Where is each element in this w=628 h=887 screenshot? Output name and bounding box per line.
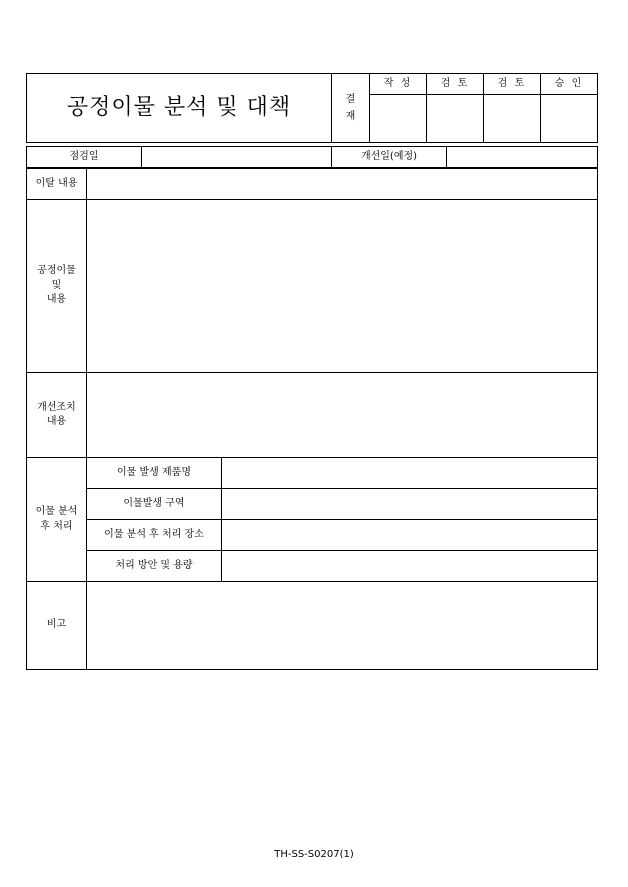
body-table [26, 168, 598, 670]
sign-header-approve: 승 인 [541, 74, 598, 95]
improvement-label [27, 373, 87, 458]
analysis-item-area: 이물발생 구역 [87, 489, 222, 520]
inspection-date-field[interactable] [142, 147, 332, 168]
analysis-label-line-2: 후 처리 [40, 520, 73, 532]
remarks-field[interactable] [87, 582, 598, 670]
deviation-field[interactable] [87, 169, 598, 200]
foreign-matter-field[interactable] [87, 200, 598, 373]
inspection-date-label: 점검일 [27, 147, 142, 168]
improvement-field[interactable] [87, 373, 598, 458]
approval-label-line-1: 결 [345, 94, 356, 105]
sign-box-author[interactable] [370, 95, 427, 143]
sign-box-review-2[interactable] [484, 95, 541, 143]
analysis-item-product: 이물 발생 제품명 [87, 458, 222, 489]
analysis-item-location: 이물 분석 후 처리 장소 [87, 520, 222, 551]
foreign-matter-label-line-1: 공정이물 [37, 265, 76, 277]
analysis-label [27, 458, 87, 582]
approval-label-line-2: 재 [345, 111, 356, 122]
analysis-item-method: 처리 방안 및 용량 [87, 551, 222, 582]
sign-header-author: 작 성 [370, 74, 427, 95]
sign-header-review-2: 검 토 [484, 74, 541, 95]
sign-header-review-1: 검 토 [427, 74, 484, 95]
header-table [26, 73, 598, 143]
sign-box-review-1[interactable] [427, 95, 484, 143]
info-table [26, 146, 598, 168]
improvement-date-label: 개선일(예정) [332, 147, 447, 168]
analysis-label-line-1: 이물 분석 [35, 506, 78, 517]
foreign-matter-label-line-2: 및 [51, 279, 62, 291]
document-code: TH-SS-S0207(1) [274, 849, 354, 860]
report-form [26, 73, 597, 670]
deviation-label: 이탈 내용 [27, 169, 87, 200]
analysis-product-field[interactable] [222, 458, 598, 489]
foreign-matter-label [27, 200, 87, 373]
approval-label [332, 74, 370, 143]
page-title: 공정이물 분석 및 대책 [27, 74, 332, 143]
improvement-date-field[interactable] [447, 147, 598, 168]
remarks-label: 비고 [27, 582, 87, 670]
analysis-method-field[interactable] [222, 551, 598, 582]
improvement-label-line-2: 내용 [46, 416, 67, 427]
analysis-area-field[interactable] [222, 489, 598, 520]
sign-box-approve[interactable] [541, 95, 598, 143]
analysis-location-field[interactable] [222, 520, 598, 551]
improvement-label-line-1: 개선조치 [37, 401, 76, 413]
foreign-matter-label-line-3: 내용 [46, 294, 67, 306]
